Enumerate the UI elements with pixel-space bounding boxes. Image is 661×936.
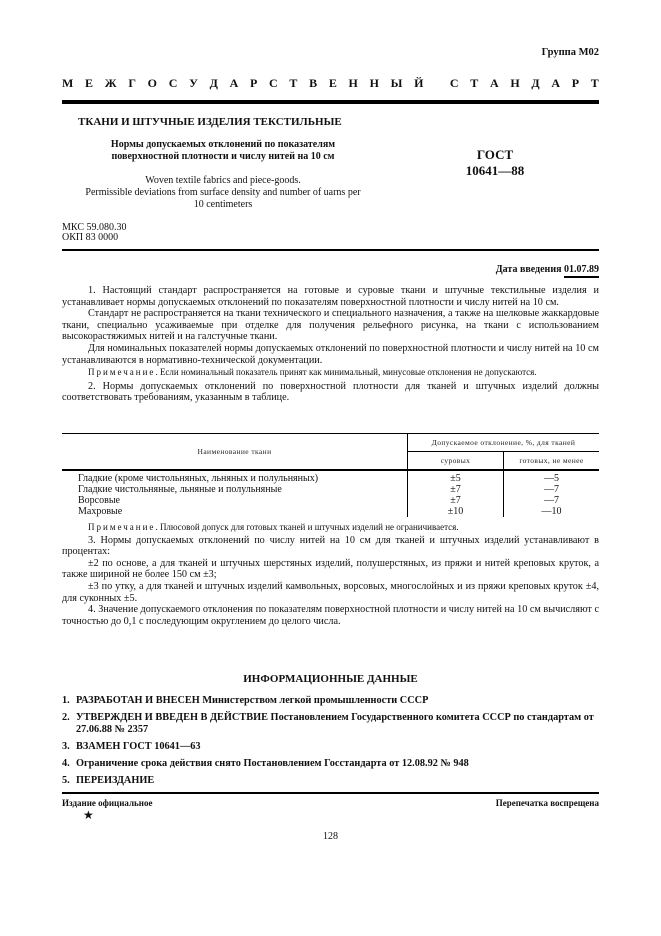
paragraph: 4. Значение допускаемого отклонения по показателям поверхностной плотности и числу нитей на 10 см вычисляют с точностью до 0,1 с последующим округлением до целого числа. <box>62 604 599 627</box>
info-item <box>62 712 599 736</box>
table-row <box>62 506 599 517</box>
effective-date-value: 01.07.89 <box>564 264 599 278</box>
heading-letter: Й <box>414 76 424 90</box>
paragraph: Стандарт не распространяется на ткани технического и специального назначения, а также на шелковые жаккардовые ткани, специально усаживаемые при отделке для получения рельефного рисунка, на ткани с использованием высокорастяжимых нитей и на галстучные ткани. <box>62 308 599 343</box>
heading-letter: Е <box>328 76 337 90</box>
heading-letter: В <box>309 76 318 90</box>
heading-letter: С <box>449 76 459 90</box>
heading-letter: Г <box>128 76 136 90</box>
paragraph: Для номинальных показателей нормы допускаемых отклонений по поверхностной плотности и числу нитей на 10 см устанавливаются в нормативно-технической документации. <box>62 342 599 366</box>
gost-designation <box>440 147 550 179</box>
page-number: 128 <box>323 831 338 842</box>
header-rule <box>62 100 599 104</box>
heading-letter: У <box>189 76 198 90</box>
paragraph: 3. Нормы допускаемых отклонений по числу нитей на 10 см для тканей и штучных изделий устанавливают в процентах: <box>62 534 599 558</box>
info-item-text: РАЗРАБОТАН И ВНЕСЕН Министерством легкой промышленности СССР <box>76 695 429 706</box>
paragraph: 2. Нормы допускаемых отклонений по поверхностной плотности для тканей и штучных изделий должны соответствовать требованиям, указанным в таблице. <box>62 380 599 404</box>
body-section-2 <box>62 522 599 627</box>
heading-letter: Н <box>510 76 520 90</box>
paragraph: 1. Настоящий стандарт распространяется на готовые и суровые ткани и штучные текстильные изделия и устанавливает нормы допускаемых отклонений по показателям поверхностной плотности и числу нитей на 10 см. <box>62 285 599 308</box>
english-title-line: Woven textile fabrics and piece-goods. <box>145 175 301 186</box>
info-list <box>62 695 599 792</box>
info-item <box>62 741 599 753</box>
fabric-name: Махровые <box>78 506 123 517</box>
heading-letter: Ы <box>390 76 403 90</box>
info-item <box>62 775 599 787</box>
heading-letter: А <box>551 76 561 90</box>
column-header-raw: суровых <box>408 452 504 471</box>
info-item <box>62 695 599 707</box>
star-icon: ★ <box>83 808 94 822</box>
column-header-finished: готовых, не менее <box>504 452 600 471</box>
heading-letter: Д <box>209 76 218 90</box>
heading-letter: Ж <box>104 76 117 90</box>
gost-number: 10641—88 <box>465 163 525 178</box>
mks-code: МКС 59.080.30 <box>62 222 127 233</box>
raw-deviation: ±7 <box>408 484 504 495</box>
heading-letter: Р <box>571 76 580 90</box>
raw-deviation: ±10 <box>408 506 504 517</box>
paragraph: ±3 по утку, а для тканей и штучных изделий камвольных, ворсовых, многослойных и из пряжи креповых круток ±4, для суконных ±5. <box>62 580 599 604</box>
codes-rule <box>62 249 599 251</box>
heading-letter: А <box>489 76 499 90</box>
note-text: . Плюсовой допуск для готовых тканей и штучных изделий не ограничивается. <box>155 522 459 532</box>
english-title-line: Permissible deviations from surface density and number of uarns per <box>85 187 361 198</box>
info-item <box>62 758 599 770</box>
finished-deviation: —5 <box>504 470 600 484</box>
note-label: Примечание <box>88 522 156 532</box>
document-title: ТКАНИ И ШТУЧНЫЕ ИЗДЕЛИЯ ТЕКСТИЛЬНЫЕ <box>78 116 342 128</box>
fabric-name: Гладкие чистольняные, льняные и полульняные <box>78 484 282 495</box>
english-title <box>62 175 384 211</box>
column-header-name: Наименование ткани <box>62 434 408 471</box>
heading-letter: М <box>62 76 74 90</box>
finished-deviation: —10 <box>504 506 600 517</box>
table-row <box>62 470 599 484</box>
heading-letter: А <box>229 76 239 90</box>
info-item-text: УТВЕРЖДЕН И ВВЕДЕН В ДЕЙСТВИЕ Постановлением Государственного комитета СССР по стандартам от 27.06.88 № 2357 <box>76 712 594 735</box>
fabric-name: Ворсовые <box>78 495 120 506</box>
table-row <box>62 484 599 495</box>
finished-deviation: —7 <box>504 495 600 506</box>
interstate-standard-heading <box>62 76 599 91</box>
info-item-number: 1. <box>62 695 70 706</box>
info-item-text: ВЗАМЕН ГОСТ 10641—63 <box>76 741 201 752</box>
document-subtitle <box>62 139 384 163</box>
heading-letter: Н <box>369 76 379 90</box>
heading-letter <box>435 76 438 91</box>
info-section-title: ИНФОРМАЦИОННЫЕ ДАННЫЕ <box>243 673 418 685</box>
info-item-text: Ограничение срока действия снято Постановлением Госстандарта от 12.08.92 № 948 <box>76 758 469 769</box>
gost-label: ГОСТ <box>476 147 514 162</box>
effective-date-label: Дата введения <box>495 264 562 275</box>
okp-code: ОКП 83 0000 <box>62 232 119 243</box>
group-code: Группа М02 <box>541 47 599 58</box>
classification-codes <box>62 223 126 243</box>
raw-deviation: ±5 <box>408 470 504 484</box>
heading-letter: Т <box>590 76 599 90</box>
heading-letter: С <box>168 76 178 90</box>
raw-deviation: ±7 <box>408 495 504 506</box>
heading-letter: Р <box>249 76 258 90</box>
heading-letter: О <box>147 76 158 90</box>
official-edition-label: Издание официальное <box>62 798 153 808</box>
heading-letter: Н <box>348 76 358 90</box>
finished-deviation: —7 <box>504 484 600 495</box>
info-item-text: ПЕРЕИЗДАНИЕ <box>76 775 155 786</box>
heading-letter: Е <box>85 76 94 90</box>
deviation-table <box>62 433 599 517</box>
column-header-group: Допускаемое отклонение, %, для тканей <box>408 434 600 452</box>
heading-letter: С <box>269 76 278 90</box>
note-text: . Если номинальный показатель принят как минимальный, минусовые отклонения не допускаются. <box>155 367 537 378</box>
info-item-number: 4. <box>62 758 70 769</box>
info-item-number: 5. <box>62 775 70 786</box>
info-item-number: 3. <box>62 741 70 752</box>
fabric-name: Гладкие (кроме чистольняных, льняных и полульняных) <box>78 473 319 484</box>
heading-letter: Т <box>289 76 298 90</box>
effective-date <box>496 264 599 275</box>
heading-letter: Т <box>470 76 479 90</box>
english-title-line: 10 centimeters <box>193 199 253 210</box>
body-section-1 <box>62 285 599 404</box>
note <box>62 522 599 534</box>
heading-letter: Д <box>531 76 540 90</box>
info-item-number: 2. <box>62 712 70 723</box>
subtitle-line: Нормы допускаемых отклонений по показателям <box>110 139 336 150</box>
table-row <box>62 495 599 506</box>
reprint-prohibited-label: Перепечатка воспрещена <box>495 798 599 808</box>
subtitle-line: поверхностной плотности и числу нитей на 10 см <box>111 151 335 162</box>
footer-rule <box>62 792 599 794</box>
note <box>62 367 599 379</box>
paragraph: ±2 по основе, а для тканей и штучных шерстяных изделий, полушерстяных, из пряжи и нитей креповых круток, а также шириной не более 150 см ±3; <box>62 557 599 581</box>
note-label: Примечание <box>88 367 156 378</box>
